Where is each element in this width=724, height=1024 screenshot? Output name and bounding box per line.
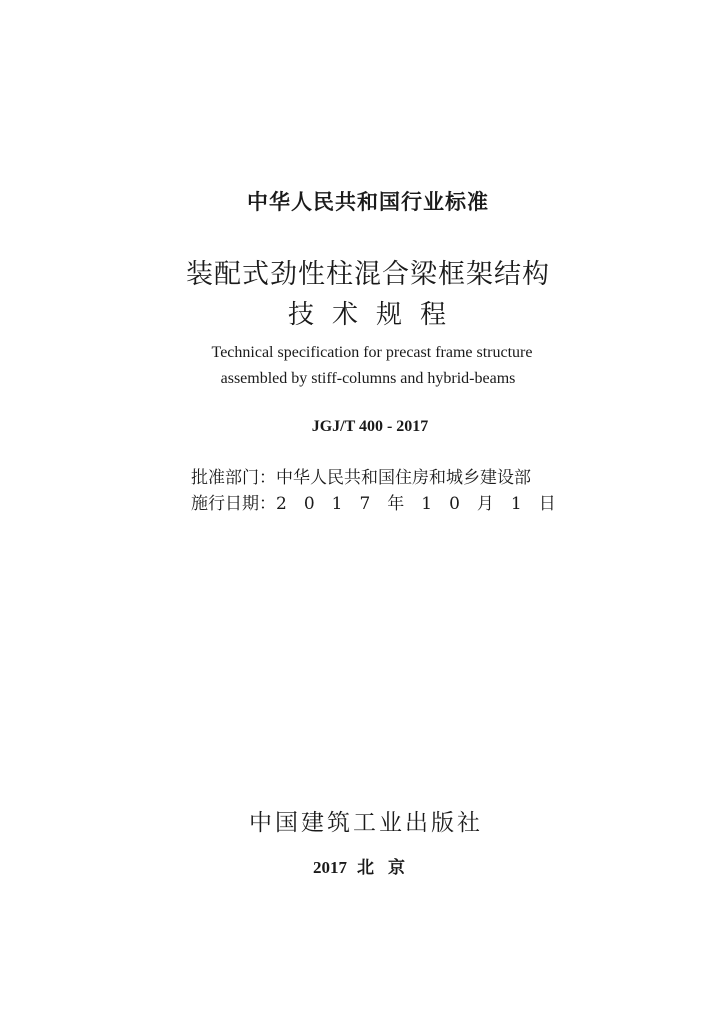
standard-code: JGJ/T 400 - 2017 [311,418,429,435]
standard-category: 中华人民共和国行业标准 [247,190,489,214]
publication-city: 北京 [357,858,419,878]
approval-label: 批准部门： [191,468,276,488]
approval-authority: 中华人民共和国住房和城乡建设部 [276,468,531,488]
title-chinese-line1: 装配式劲性柱混合梁框架结构 [186,259,550,290]
effective-date-row [191,489,573,514]
effective-date-label: 施行日期： [191,494,276,514]
approval-row [191,463,531,488]
title-english-line1: Technical specification for precast frame structure [211,344,533,361]
effective-date-value: 2017年10月1日 [276,494,573,514]
title-english-line2: assembled by stiff-columns and hybrid-beams [220,370,516,387]
title-chinese-line2: 技术规程 [287,300,464,330]
publication-year: 2017 [313,858,347,877]
publication-year-place [4,853,724,878]
publisher-name: 中国建筑工业出版社 [249,810,483,836]
